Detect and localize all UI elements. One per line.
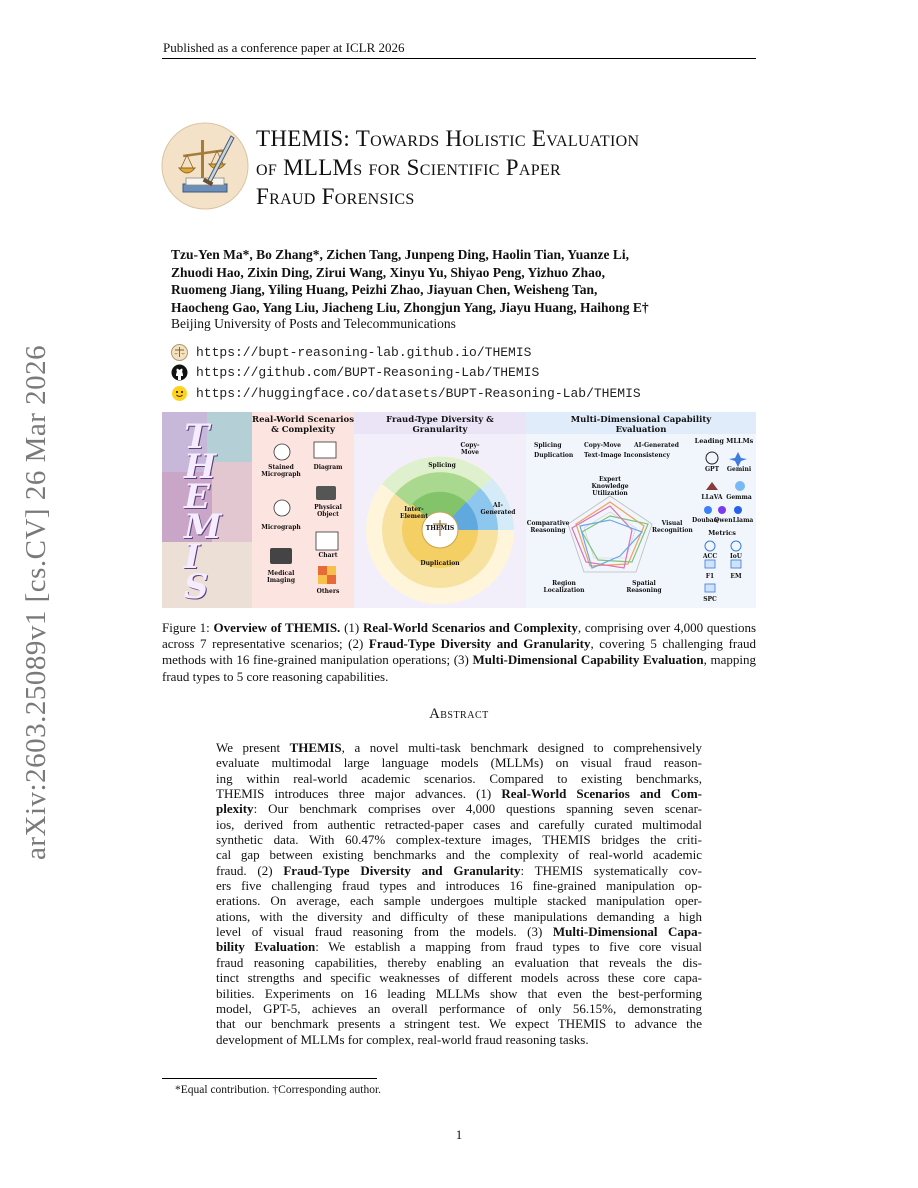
abstract-line: [216, 939, 702, 954]
abstract-line: [216, 863, 702, 878]
figure-caption: [162, 620, 756, 685]
caption-bold: Fraud-Type Diversity and Granularity: [368, 636, 591, 652]
legend-item: Splicing: [534, 442, 562, 449]
abstract-line: [216, 1001, 702, 1016]
capability-label: Comparative Reasoning: [526, 520, 570, 534]
model-label: Llama: [732, 517, 754, 524]
abstract-text: , a novel multi-task benchmark designed to comprehensively: [341, 740, 702, 755]
overview-figure: [162, 412, 756, 608]
footnote-rule: [162, 1078, 377, 1079]
abstract-line: [216, 817, 702, 832]
abstract-text: cal gap between existing benchmarks and the complexity of real-world academic: [216, 847, 702, 863]
ring-label: Duplication: [420, 560, 460, 567]
model-label: Gemma: [726, 494, 752, 501]
caption-bold: Multi-Dimensional Capability Evaluation: [472, 652, 704, 668]
abstract-line: [216, 801, 702, 816]
abstract-bold-phrase: Multi-Dimensional Capa-: [552, 924, 702, 940]
abstract-text: THEMIS introduces three major advances. (1): [216, 786, 502, 802]
caption-text: (1): [344, 620, 360, 635]
ring-label: Inter-Element: [400, 506, 428, 520]
ring-label: AI-Generated: [480, 502, 516, 516]
caption-label: Figure 1:: [162, 620, 210, 635]
author-line: Zhuodi Hao, Zixin Ding, Zirui Wang, Xinyu Yu, Shiyao Peng, Yizhuo Zhao,: [171, 264, 606, 280]
ring-label: Splicing: [428, 462, 456, 469]
panel3-title: Multi-Dimensional Capability Evaluation: [570, 415, 712, 435]
abstract-text: development of MLLMs for complex, real-world fraud reasoning tasks.: [216, 1031, 589, 1047]
abstract-text: fraud. (2): [216, 862, 284, 878]
abstract-line: [216, 832, 702, 847]
panel2-title: Fraud-Type Diversity & Granularity: [386, 415, 494, 435]
capability-label: Visual Recognition: [652, 520, 693, 534]
abstract-line: [216, 755, 702, 770]
capability-label: Region Localization: [543, 580, 585, 594]
abstract-line: [216, 786, 702, 801]
abstract-heading: Abstract: [429, 706, 489, 722]
ring-label: Copy-Move: [460, 442, 480, 456]
abstract-body: [216, 740, 702, 1047]
running-header: Published as a conference paper at ICLR 2026: [163, 40, 405, 55]
abstract-line: [216, 986, 702, 1001]
legend-item: Copy-Move: [584, 442, 621, 449]
huggingface-icon: [171, 385, 188, 402]
capability-label: Spatial Reasoning: [626, 580, 662, 594]
metrics-title: Metrics: [708, 529, 736, 537]
abstract-bold-phrase: Fraud-Type Diversity and Granularity: [283, 862, 521, 878]
caption-text: , comprising over 4,000 questions across 7 representative scenarios; (2): [162, 620, 757, 652]
title-line: THEMIS: Towards Holistic Evaluation: [256, 126, 640, 151]
model-label: LLaVA: [701, 494, 723, 501]
abstract-text: fraud reasoning capabilities, thereby enabling an evaluation that reveals the dis-: [216, 954, 702, 970]
scenario-label: Physical Object: [314, 504, 342, 518]
project-page-url: https://bupt-reasoning-lab.github.io/THEMIS: [196, 344, 532, 360]
abstract-text: : Our benchmark comprises over 4,000 questions spanning seven scenar-: [253, 801, 702, 817]
abstract-text: erations. On average, each sample undergoes multiple stacked manipulation oper-: [216, 893, 702, 909]
abstract-bold-phrase: plexity: [216, 801, 254, 817]
scenario-label: Micrograph: [261, 524, 301, 531]
scenario-label: Others: [316, 588, 340, 595]
metric-label: ACC: [702, 553, 718, 560]
abstract-line: [216, 955, 702, 970]
models-title: Leading MLLMs: [694, 437, 754, 445]
abstract-text: : THEMIS systematically cov-: [520, 862, 703, 878]
abstract-text: ations, with the diversity and difficulty of these manipulations demanding a high: [216, 908, 702, 924]
abstract-bold-phrase: THEMIS: [289, 740, 342, 755]
model-label: Gemini: [726, 466, 752, 473]
author-line: Tzu-Yen Ma*, Bo Zhang*, Zichen Tang, Junpeng Ding, Haolin Tian, Yuanze Li,: [171, 247, 630, 262]
author-list: [171, 246, 731, 316]
metric-label: EM: [730, 573, 742, 580]
github-url: https://github.com/BUPT-Reasoning-Lab/THEMIS: [196, 364, 540, 380]
abstract-text: synthetic data. With 60.47% complex-texture images, THEMIS bridges the criti-: [216, 832, 702, 848]
affiliation: Beijing University of Posts and Telecommunications: [171, 316, 456, 331]
scenario-label: Chart: [318, 552, 338, 559]
abstract-line: [216, 847, 702, 862]
legend-item: AI-Generated: [634, 442, 679, 449]
abstract-line: [216, 740, 702, 755]
abstract-text: level of visual fraud reasoning from the models. (3): [216, 924, 553, 940]
footnote: *Equal contribution. †Corresponding author.: [175, 1084, 382, 1096]
abstract-text: bilities. Experiments on 16 leading MLLMs show that even the best-performing: [216, 985, 702, 1001]
author-line: Haocheng Gao, Yang Liu, Jiacheng Liu, Zhongjun Yang, Jiayu Huang, Haihong E†: [171, 299, 649, 315]
arxiv-stamp: arXiv:2603.25089v1 [cs.CV] 26 Mar 2026: [20, 344, 52, 860]
metric-label: F1: [705, 573, 715, 580]
abstract-text: ing within real-world academic scenarios. Compared to existing benchmarks,: [216, 770, 702, 786]
project-page-link[interactable]: [171, 343, 531, 361]
caption-bold: Overview of THEMIS.: [213, 620, 341, 635]
author-line: Ruomeng Jiang, Yiling Huang, Peizhi Zhao, Jiayuan Chen, Weisheng Tan,: [171, 282, 598, 297]
abstract-line: [216, 893, 702, 908]
legend-item: Text-Image Inconsistency: [584, 452, 670, 459]
paper-title: [256, 124, 776, 211]
abstract-line: [216, 924, 702, 939]
themis-banner-text: THEMIS: [184, 417, 222, 607]
abstract-text: tinct strengths and specific weaknesses of different models across these core capa-: [216, 970, 702, 986]
huggingface-url: https://huggingface.co/datasets/BUPT-Reasoning-Lab/THEMIS: [196, 385, 641, 401]
abstract-bold-phrase: bility Evaluation: [216, 939, 316, 955]
abstract-text: ers five challenging fraud types and introduces 16 fine-grained manipulation op-: [216, 878, 702, 894]
page-number: 1: [455, 1127, 463, 1142]
themis-logo: [161, 122, 249, 210]
abstract-line: [216, 909, 702, 924]
legend-item: Duplication: [534, 452, 574, 459]
caption-bold: Real-World Scenarios and Complexity: [362, 620, 578, 635]
abstract-text: model, GPT-5, achieves an overall performance of only 56.15%, demonstrating: [216, 1000, 702, 1016]
abstract-line: [216, 1016, 702, 1031]
sunburst-center-label: THEMIS: [425, 525, 455, 532]
abstract-line: [216, 878, 702, 893]
abstract-text: : We establish a mapping from fraud types to five core visual: [315, 939, 702, 955]
panel1-title: Real-World Scenarios & Complexity: [252, 415, 354, 435]
abstract-line: [216, 970, 702, 985]
model-label: GPT: [704, 466, 720, 473]
abstract-bold-phrase: Real-World Scenarios and Com-: [501, 786, 702, 802]
title-line: of MLLMs for Scientific Paper: [256, 155, 561, 180]
metric-label: SPC: [703, 596, 717, 603]
abstract-text: ios, derived from authentic retracted-paper cases and carefully curated multimodal: [216, 816, 702, 832]
abstract-text: that our benchmark presents a stringent test. We expect THEMIS to advance the: [216, 1016, 702, 1032]
huggingface-link[interactable]: [171, 384, 641, 402]
abstract-text: We present: [216, 740, 290, 755]
metric-label: IoU: [729, 553, 743, 560]
abstract-text: evaluate multimodal large language models (MLLMs) on visual fraud reason-: [216, 755, 702, 771]
model-label: Doubao: [692, 517, 718, 524]
caption-text: , covering 5 challenging fraud methods with 16 fine-grained manipulation operations; (3): [162, 636, 757, 668]
github-icon: [171, 364, 188, 381]
caption-text: , mapping fraud types to 5 core reasoning capabilities.: [162, 652, 757, 684]
title-line: Fraud Forensics: [256, 184, 415, 209]
scenario-label: Diagram: [313, 464, 343, 471]
github-link[interactable]: [171, 363, 539, 381]
scenario-label: Medical Imaging: [266, 570, 296, 584]
abstract-line: [216, 1032, 702, 1047]
model-label: Qwen: [714, 517, 733, 524]
capability-label: Expert Knowledge Utilization: [591, 476, 629, 497]
project-page-icon: [171, 344, 188, 361]
scenario-label: Stained Micrograph: [261, 464, 301, 478]
header-rule: [162, 58, 756, 59]
abstract-line: [216, 771, 702, 786]
